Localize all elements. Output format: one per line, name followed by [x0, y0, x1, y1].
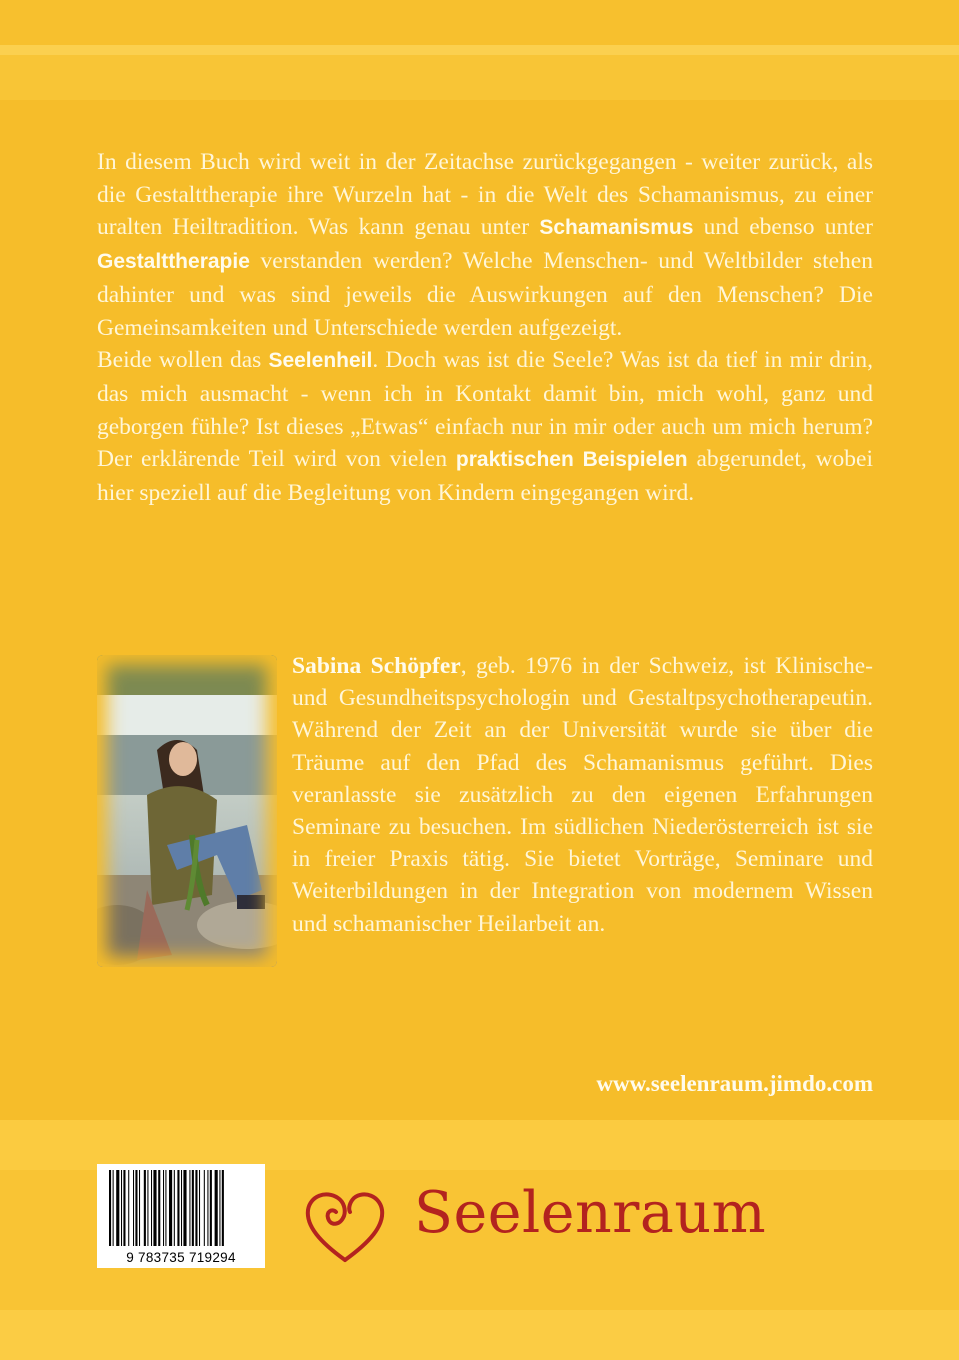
website-link[interactable]: www.seelenraum.jimdo.com — [596, 1071, 873, 1096]
barcode-bar — [165, 1170, 166, 1246]
barcode-number: 9 783735 719294 — [126, 1250, 236, 1265]
barcode-bar — [204, 1170, 205, 1246]
barcode-bar — [147, 1170, 148, 1246]
barcode-bar — [215, 1170, 218, 1246]
barcode-bar — [174, 1170, 175, 1246]
barcode-bar — [128, 1170, 129, 1246]
barcode-bar — [181, 1170, 182, 1246]
barcode-bar — [183, 1170, 186, 1246]
barcode-bar — [189, 1170, 190, 1246]
text-segment: und ebenso unter — [693, 214, 873, 241]
barcode-bar — [158, 1170, 160, 1246]
barcode-bar — [139, 1170, 140, 1246]
barcode-bar — [133, 1170, 134, 1246]
author-photo — [97, 655, 277, 967]
barcode-bar — [207, 1170, 208, 1246]
barcode-bar — [113, 1170, 114, 1246]
publisher-name: Seelenraum — [414, 1180, 767, 1246]
barcode-bar — [121, 1170, 122, 1246]
barcode-bar — [144, 1170, 146, 1246]
author-portrait-icon — [97, 655, 277, 967]
barcode-bar — [123, 1170, 125, 1246]
barcode-bar — [169, 1170, 172, 1246]
barcode-bar — [109, 1170, 111, 1246]
highlight-term: Schamanismus — [539, 216, 694, 240]
text-segment: abgerundet, wobei hier speziell auf die Begleitung von Kindern eingegangen wird. — [97, 446, 873, 507]
author-bio — [292, 650, 873, 940]
barcode-bar — [192, 1170, 194, 1246]
barcode-bar — [195, 1170, 197, 1246]
barcode-bar — [222, 1170, 224, 1246]
barcode-bars — [109, 1170, 253, 1246]
barcode-bar — [153, 1170, 156, 1246]
text-segment: verstanden werden? Welche Menschen- und Weltbilder stehen dahinter und was sind jeweils die Auswirkungen auf den Menschen? Die Gemeinsamkeiten und Unterschiede werden aufgezeigt. — [97, 248, 873, 341]
highlight-term: Gestalttherapie — [97, 250, 250, 274]
barcode-bar — [135, 1170, 137, 1246]
author-name: Sabina Schöpfer — [292, 653, 461, 679]
barcode-bar — [163, 1170, 164, 1246]
heart-logo-icon — [300, 1182, 390, 1272]
barcode-bar — [116, 1170, 119, 1246]
barcode-bar — [219, 1170, 220, 1246]
top-band — [0, 0, 959, 100]
barcode-bar — [210, 1170, 212, 1246]
barcode-bar — [177, 1170, 179, 1246]
description-paragraph-1 — [97, 146, 873, 344]
author-bio-text: , geb. 1976 in der Schweiz, ist Klinische- und Gesundheitspsychologin und Gestaltpsychotherapeutin. Während der Zeit an der Universität wurde sie über die Träume auf den Pfad des Schamanismus geführt. Dies veranlasste sie zusätzlich zu den eigenen Erfahrungen Seminare zu besuchen. Im südlichen Niederösterreich ist sie in freier Praxis tätig. Sie bietet Vorträge, Seminare und Weiterbildungen in der Integration von modernem Wissen und schamanischer Heilarbeit an. — [292, 653, 873, 937]
barcode-bar — [151, 1170, 152, 1246]
highlight-term: praktischen Beispielen — [455, 448, 688, 472]
text-segment: . Doch was ist die Seele? Was ist da tief in mir drin, das mich ausmacht - wenn ich in Kontakt damit bin, mich wohl, ganz und geborgen fühle? Ist dieses „Etwas“ einfach nur in mir oder auch um mich herum? Der erklärende Teil wird von vielen — [97, 347, 873, 473]
book-description — [97, 146, 873, 510]
isbn-barcode — [97, 1164, 265, 1268]
barcode-bar — [199, 1170, 200, 1246]
text-segment: In diesem Buch wird weit in der Zeitachse zurückgegangen - weiter zurück, als die Gestalttherapie ihre Wurzeln hat - in die Welt des Schamanismus, zu einer uralten Heiltradition. Was kann genau unter — [97, 149, 873, 241]
description-paragraph-2 — [97, 344, 873, 510]
highlight-term: Seelenheil — [268, 349, 373, 373]
text-segment: Beide wollen das — [97, 347, 269, 374]
